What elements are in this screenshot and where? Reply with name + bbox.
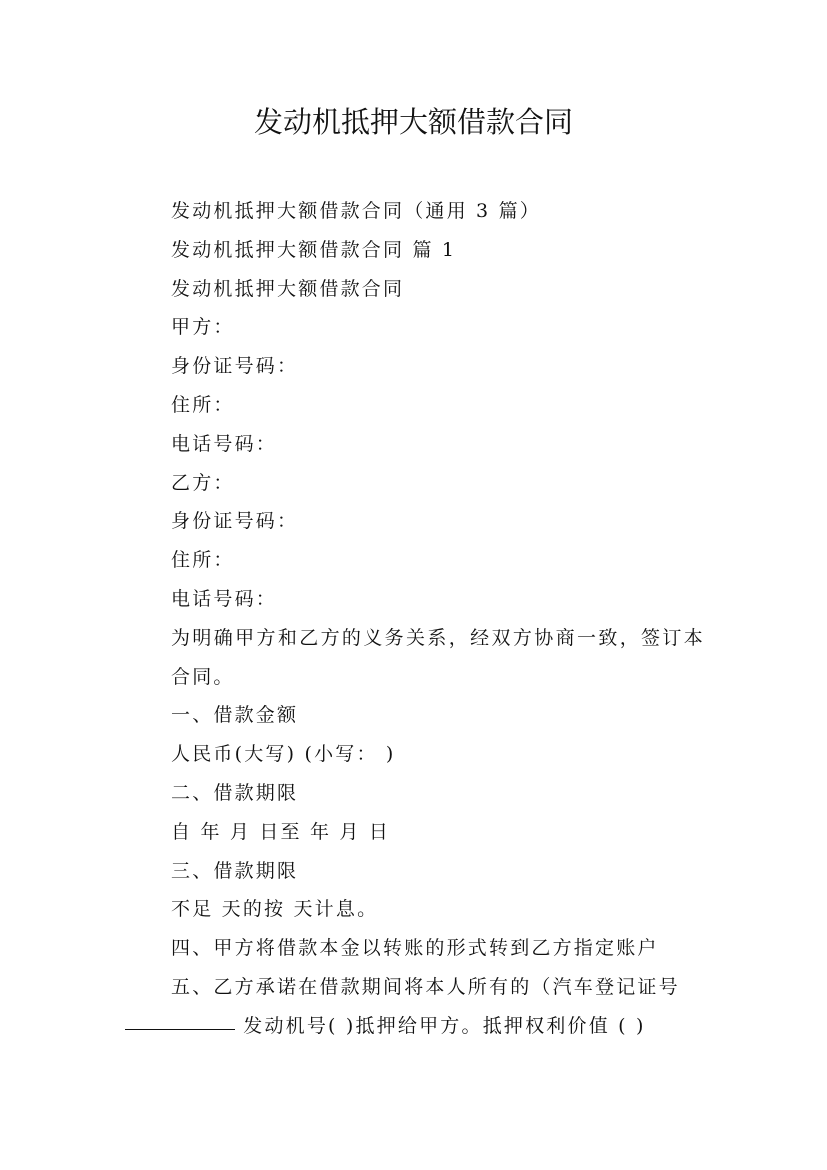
clause-1-heading: 一、借款金额 bbox=[171, 704, 299, 727]
fill-in-blank-line bbox=[125, 1028, 235, 1030]
paragraph-section-heading: 发动机抵押大额借款合同 篇 1 bbox=[171, 238, 457, 261]
document-title: 发动机抵押大额借款合同 bbox=[253, 105, 573, 139]
party-a-phone-label: 电话号码： bbox=[171, 432, 278, 455]
party-b-address-label: 住所： bbox=[171, 549, 235, 572]
clause-2-dates: 自 年 月 日至 年 月 日 bbox=[171, 820, 391, 843]
document-body bbox=[125, 192, 705, 1046]
clause-5-text: 五、乙方承诺在借款期间将本人所有的（汽车登记证号 bbox=[171, 975, 680, 998]
party-a-address-label: 住所： bbox=[171, 393, 235, 416]
paragraph-contract-name: 发动机抵押大额借款合同 bbox=[171, 277, 405, 300]
clause-5-continuation bbox=[125, 1007, 705, 1046]
clause-1-amount: 人民币(大写) (小写： ) bbox=[171, 743, 396, 766]
clause-5-continuation-text: 发动机号( )抵押给甲方。抵押权利价值 ( ) bbox=[235, 1014, 646, 1037]
party-b-id-label: 身份证号码： bbox=[171, 510, 299, 533]
clause-3-heading: 三、借款期限 bbox=[171, 859, 299, 882]
paragraph-preamble: 为明确甲方和乙方的义务关系，经双方协商一致，签订本合同。 bbox=[171, 626, 705, 688]
party-a-label: 甲方： bbox=[171, 316, 235, 339]
party-b-phone-label: 电话号码： bbox=[171, 587, 278, 610]
clause-3-interest: 不足 天的按 天计息。 bbox=[171, 898, 379, 921]
clause-4-text: 四、甲方将借款本金以转账的形式转到乙方指定账户 bbox=[171, 937, 659, 960]
clause-2-heading: 二、借款期限 bbox=[171, 781, 299, 804]
party-a-id-label: 身份证号码： bbox=[171, 355, 299, 378]
paragraph-subtitle: 发动机抵押大额借款合同（通用 3 篇） bbox=[171, 200, 541, 222]
party-b-label: 乙方： bbox=[171, 471, 235, 494]
